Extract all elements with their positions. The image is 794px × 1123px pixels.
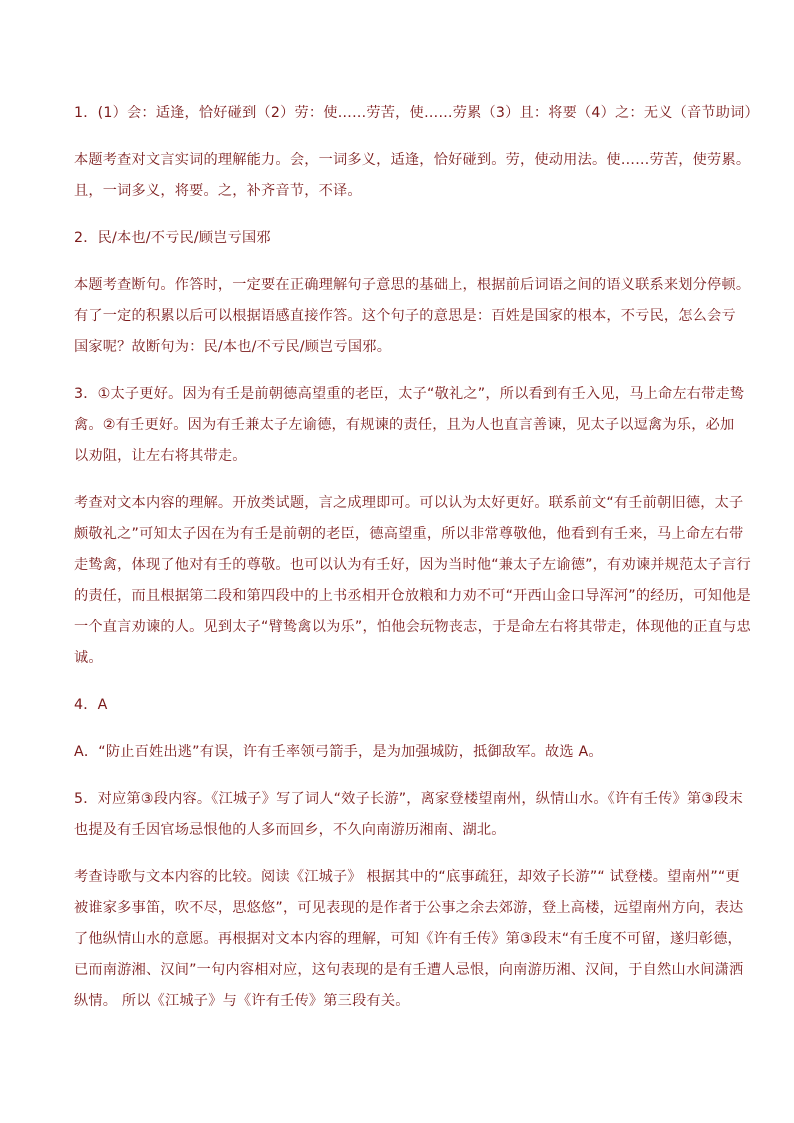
- text-line: 以劝阻，让左右将其带走。: [74, 448, 247, 464]
- text-line: 4．A: [74, 697, 108, 713]
- text-line: 禽。②有壬更好。因为有壬兼太子左谕德，有规谏的责任，且为人也直言善谏，见太子以逗禽为乐，必加: [74, 417, 735, 433]
- text-line: 一个直言劝谏的人。见到太子“臂鸷禽以为乐”，怕他会玩物丧志，于是命左右将其带走，体现他的正直与忠: [74, 619, 751, 635]
- text-line: 了他纵情山水的意愿。再根据对文本内容的理解，可知《许有壬传》第③段末“有壬度不可留，遂归彰德，: [74, 931, 742, 947]
- text-line: 也提及有壬因官场忌恨他的人多而回乡，不久向南游历湘南、湖北。: [74, 822, 506, 838]
- text-line: 有了一定的积累以后可以根据语感直接作答。这个句子的意思是：百姓是国家的根本，不亏民，怎么会亏: [74, 308, 736, 324]
- text-line: 且，一词多义，将要。之，补齐音节，不译。: [74, 183, 362, 199]
- explanation-2: [74, 270, 754, 363]
- answer-1: [74, 98, 759, 129]
- explanation-3: [74, 488, 754, 674]
- text-line: 1．(1）会：适逢，恰好碰到（2）劳：使……劳苦，使……劳累（3）且：将要（4）之：无义（音节助词）: [74, 105, 759, 121]
- text-line: 国家呢？故断句为：民/本也/不亏民/顾岂亏国邪。: [74, 339, 392, 355]
- text-line: 的责任，而且根据第二段和第四段中的上书丞相开仓放粮和力劝不可“开西山金口导浑河”的经历，可知他是: [74, 588, 751, 604]
- text-line: 2．民/本也/不亏民/顾岂亏国邪: [74, 230, 271, 246]
- explanation-1: [74, 145, 754, 207]
- answer-3: [74, 379, 754, 472]
- text-line: 被谁家多事笛，吹不尽，思悠悠”，可见表现的是作者于公事之余去郊游，登上高楼，远望南州方向，表达: [74, 900, 744, 916]
- explanation-4: [74, 737, 754, 768]
- text-line: A．“防止百姓出逃”有误，许有壬率领弓箭手，是为加强城防，抵御敌军。故选 A。: [74, 744, 603, 760]
- text-line: 已而南游湘、汉间”一句内容相对应，这句表现的是有壬遭人忌恨，向南游历湘、汉间，于自然山水间潇洒: [74, 962, 744, 978]
- explanation-5: [74, 862, 754, 1017]
- text-line: 考查对文本内容的理解。开放类试题，言之成理即可。可以认为太好更好。联系前文“有壬前朝旧德，太子: [74, 495, 744, 511]
- answer-2: [74, 223, 754, 254]
- text-line: 诚。: [74, 650, 103, 666]
- text-line: 纵情。 所以《江城子》与《许有壬传》第三段有关。: [74, 993, 410, 1009]
- text-line: 5．对应第③段内容。《江城子》写了词人“效子长游”，离家登楼望南州，纵情山水。《许有壬传》第③段末: [74, 791, 744, 807]
- text-line: 考查诗歌与文本内容的比较。阅读《江城子》 根据其中的“底事疏狂，却效子长游”“ 试登楼。望南州”“更: [74, 869, 740, 885]
- text-line: 本题考查对文言实词的理解能力。会，一词多义，适逢，恰好碰到。劳，使动用法。使……劳苦，使劳累。: [74, 152, 751, 168]
- text-line: 走鸷禽，体现了他对有壬的尊敬。也可以认为有壬好，因为当时他“兼太子左谕德”，有劝谏并规范太子言行: [74, 557, 751, 573]
- text-line: 本题考查断句。作答时，一定要在正确理解句子意思的基础上，根据前后词语之间的语义联系来划分停顿。: [74, 277, 751, 293]
- answer-5: [74, 784, 754, 846]
- text-line: 3．①太子更好。因为有壬是前朝德高望重的老臣，太子“敬礼之”，所以看到有壬入见，马上命左右带走鸷: [74, 386, 745, 402]
- text-line: 颇敬礼之”可知太子因在为有壬是前朝的老臣，德高望重，所以非常尊敬他，他看到有壬来，马上命左右带: [74, 526, 744, 542]
- answer-4: [74, 690, 754, 721]
